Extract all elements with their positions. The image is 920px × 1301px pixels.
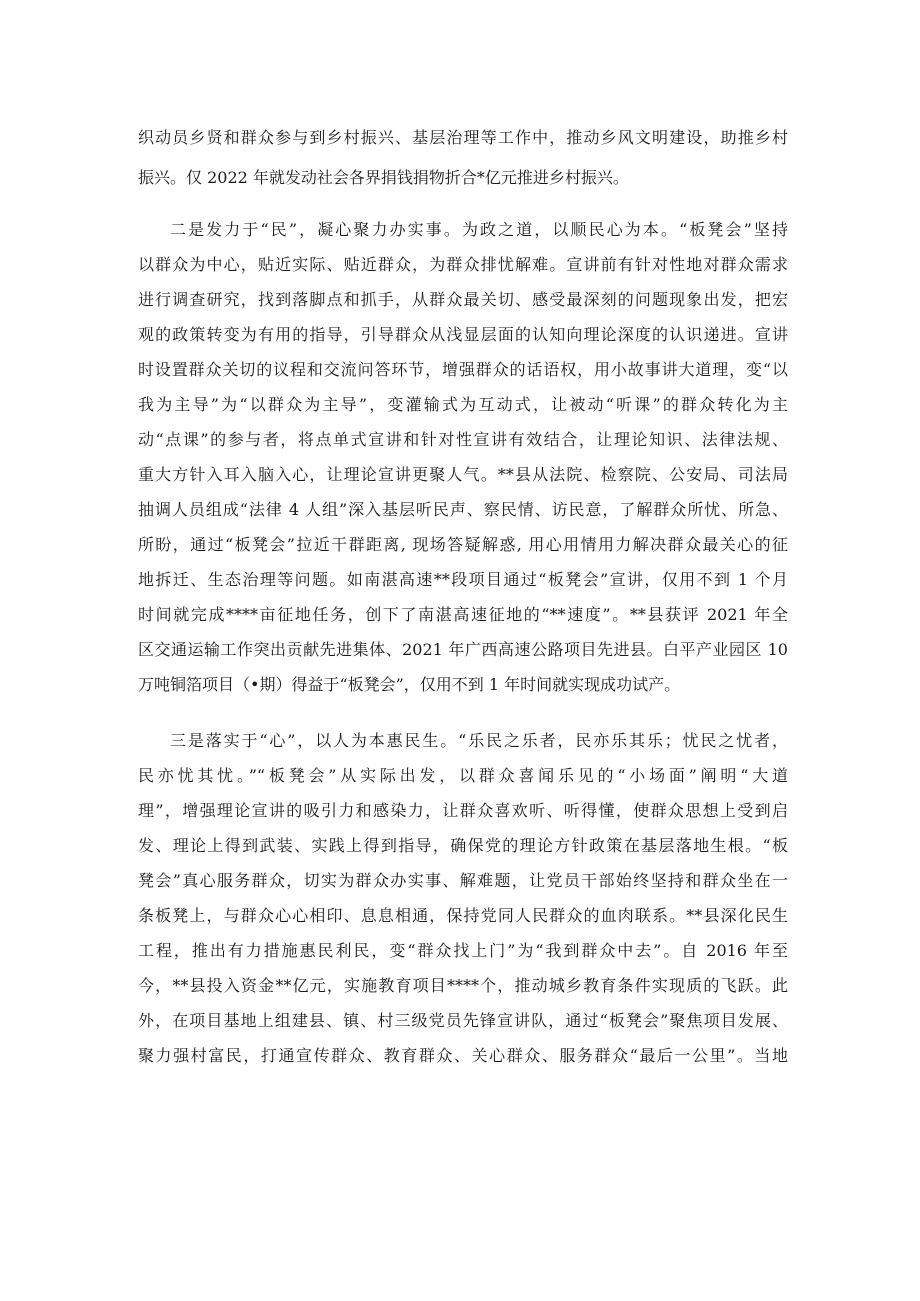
text-line: 万吨铜箔项目（•期）得益于“板凳会”，仅用不到 1 年时间就实现成功试产。 xyxy=(138,675,681,694)
text-line: 外，在项目基地上组建县、镇、村三级党员先锋宣讲队，通过“板凳会”聚焦项目发展、 xyxy=(138,1011,788,1030)
text-line: 三是落实于“心”，以人为本惠民生。“乐民之乐者，民亦乐其乐；忧民之忧者， xyxy=(170,731,788,750)
text-line: 二是发力于“民”，凝心聚力办实事。为政之道，以顺民心为本。“板凳会”坚持 xyxy=(170,220,788,239)
text-line: 发、理论上得到武装、实践上得到指导，确保党的理论方针政策在基层落地生根。“板 xyxy=(138,836,788,855)
text-line: 条板凳上，与群众心心相印、息息相通，保持党同人民群众的血肉联系。**县深化民生 xyxy=(138,906,788,925)
text-line: 时设置群众关切的议程和交流问答环节，增强群众的话语权，用小故事讲大道理，变“以 xyxy=(138,360,788,379)
text-line: 地拆迁、生态治理等问题。如南湛高速**段项目通过“板凳会”宣讲，仅用不到 1 个月 xyxy=(138,570,788,589)
text-line: 织动员乡贤和群众参与到乡村振兴、基层治理等工作中，推动乡风文明建设，助推乡村 xyxy=(138,128,788,147)
text-line: 抽调人员组成“法律 4 人组”深入基层听民声、察民情、访民意，了解群众所忧、所急、 xyxy=(138,500,788,519)
text-line: 以群众为中心，贴近实际、贴近群众，为群众排忧解难。宣讲前有针对性地对群众需求 xyxy=(138,255,788,274)
text-line: 振兴。仅 2022 年就发动社会各界捐钱捐物折合*亿元推进乡村振兴。 xyxy=(138,168,629,187)
text-line: 工程，推出有力措施惠民利民，变“群众找上门”为“我到群众中去”。自 2016 年至 xyxy=(138,941,788,960)
text-line: 区交通运输工作突出贡献先进集体、2021 年广西高速公路项目先进县。白平产业园区 10 xyxy=(138,640,788,659)
text-line: 重大方针入耳入脑入心，让理论宣讲更聚人气。**县从法院、检察院、公安局、司法局 xyxy=(138,465,788,484)
text-line: 所盼，通过“板凳会”拉近干群距离, 现场答疑解惑, 用心用情用力解决群众最关心的征 xyxy=(138,535,788,554)
text-line: 动“点课”的参与者，将点单式宣讲和针对性宣讲有效结合，让理论知识、法律法规、 xyxy=(138,430,788,449)
text-line: 聚力强村富民，打通宣传群众、教育群众、关心群众、服务群众“最后一公里”。当地 xyxy=(138,1046,788,1065)
text-line: 时间就完成****亩征地任务，创下了南湛高速征地的“**速度”。**县获评 2021 年全 xyxy=(138,605,788,624)
text-line: 理”，增强理论宣讲的吸引力和感染力，让群众喜欢听、听得懂，使群众思想上受到启 xyxy=(138,801,788,820)
text-line: 凳会”真心服务群众，切实为群众办实事、解难题，让党员干部始终坚持和群众坐在一 xyxy=(138,871,788,890)
text-line: 我为主导”为“以群众为主导”，变灌输式为互动式，让被动“听课”的群众转化为主 xyxy=(138,395,788,414)
text-line: 观的政策转变为有用的指导，引导群众从浅显层面的认知向理论深度的认识递进。宣讲 xyxy=(138,325,788,344)
text-line: 今，**县投入资金**亿元，实施教育项目****个，推动城乡教育条件实现质的飞跃。此 xyxy=(138,976,788,995)
text-line: 进行调查研究，找到落脚点和抓手，从群众最关切、感受最深刻的问题现象出发，把宏 xyxy=(138,290,788,309)
text-line: 民亦忧其忧。”“板凳会”从实际出发，以群众喜闻乐见的“小场面”阐明“大道 xyxy=(138,766,788,785)
